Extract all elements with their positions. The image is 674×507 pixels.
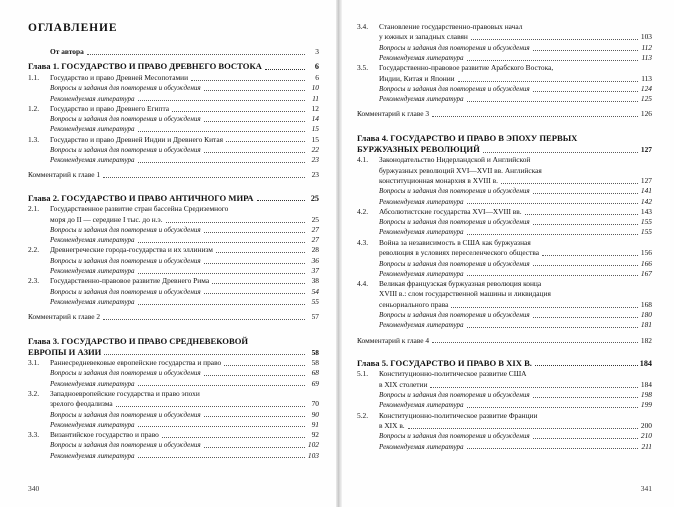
leader-dots (162, 436, 305, 438)
leader-dots (172, 110, 305, 112)
toc-entry[interactable] (357, 207, 652, 217)
toc-commentary[interactable] (357, 336, 652, 346)
toc-label: Византийское государство и право (50, 429, 159, 439)
leader-dots (533, 192, 638, 194)
toc-entry-body (50, 389, 319, 410)
leader-dots (138, 303, 305, 305)
toc-label: От автора (50, 47, 84, 56)
leader-dots (533, 316, 638, 318)
toc-page: 103 (640, 32, 652, 42)
toc-commentary[interactable] (28, 170, 319, 180)
toc-label: Рекомендуемая литература (50, 420, 135, 429)
toc-page: 10 (311, 83, 319, 93)
toc-label: Древнегреческие города-государства и их эллинизм (50, 245, 213, 255)
toc-entry[interactable] (357, 155, 652, 186)
leader-dots (204, 262, 305, 264)
toc-label-cont: Индии, Китая и Японии (379, 73, 455, 83)
toc-label: Рекомендуемая литература (50, 379, 135, 388)
toc-chapter[interactable] (357, 133, 652, 155)
toc-page: 180 (640, 310, 652, 320)
toc-page: 36 (311, 255, 319, 265)
toc-entry-body (379, 369, 652, 390)
toc-page: 211 (641, 441, 652, 451)
toc-page: 168 (640, 299, 652, 309)
leader-dots (257, 199, 305, 201)
toc-subentry[interactable] (28, 440, 319, 450)
toc-page: 166 (640, 258, 652, 268)
leader-dots (166, 221, 305, 223)
toc-page: 184 (639, 358, 652, 368)
toc-entry[interactable] (357, 411, 652, 432)
toc-page: 69 (311, 378, 319, 388)
toc-page: 25 (311, 214, 319, 224)
leader-dots (104, 353, 305, 355)
leader-dots (467, 447, 638, 449)
toc-subentry[interactable] (28, 94, 319, 104)
toc-label: Государство и право Древнего Египта (50, 103, 170, 113)
toc-entry-body (50, 204, 319, 225)
toc-label: Вопросы и задания для повторения и обсуждения (379, 43, 530, 52)
leader-dots (138, 456, 305, 458)
toc-page: 184 (640, 379, 652, 389)
leader-dots (533, 90, 638, 92)
leader-dots (542, 254, 638, 256)
leader-dots (191, 79, 305, 81)
toc-label: Рекомендуемая литература (379, 269, 464, 278)
toc-label: Становление государственно-правовых начал (379, 22, 523, 31)
toc-page: 25 (310, 193, 319, 203)
leader-dots (432, 115, 638, 117)
leader-dots (138, 130, 305, 132)
toc-page: 22 (311, 144, 319, 154)
toc-entry-body (379, 238, 652, 259)
toc-page: 103 (307, 450, 319, 460)
toc-subentry[interactable] (28, 235, 319, 245)
toc-label-cont: революция в условиях переселенческого общества (379, 248, 539, 258)
toc-subentry[interactable] (28, 368, 319, 378)
toc-entry[interactable] (28, 204, 319, 225)
toc-label: Вопросы и задания для повторения и обсуждения (50, 256, 201, 265)
toc-label: Глава 2. ГОСУДАРСТВО И ПРАВО АНТИЧНОГО МИРА (28, 192, 254, 203)
toc-page: 156 (640, 248, 652, 258)
toc-number: 1.1. (28, 72, 40, 82)
toc-subentry[interactable] (357, 431, 652, 441)
toc-label-cont: зрелого феодализма (50, 399, 113, 409)
toc-entry[interactable] (28, 245, 319, 255)
toc-page: 15 (311, 134, 319, 144)
leader-dots (533, 264, 638, 266)
toc-subentry[interactable] (357, 84, 652, 94)
toc-page: 142 (640, 196, 652, 206)
toc-label-cont: БУРЖУАЗНЫХ РЕВОЛЮЦИЙ (357, 144, 480, 155)
toc-page: 181 (640, 320, 652, 330)
toc-chapter[interactable] (28, 61, 319, 73)
toc-label: Государственно-правовое развитие Арабского Востока, (379, 63, 554, 73)
toc-subentry[interactable] (357, 53, 652, 63)
toc-label-cont: моря до II — середине I тыс. до н.э. (50, 214, 163, 224)
toc-label: Рекомендуемая литература (50, 125, 135, 134)
folio-left: 340 (28, 484, 40, 493)
toc-subentry[interactable] (357, 400, 652, 410)
toc-label: Война за независимость в США как буржуазная (379, 237, 531, 247)
toc-entry[interactable] (28, 104, 319, 114)
toc-commentary[interactable] (28, 312, 319, 322)
toc-label: Рекомендуемая литература (379, 321, 464, 330)
toc-label: Глава 1. ГОСУДАРСТВО И ПРАВО ДРЕВНЕГО ВОСТОКА (28, 61, 262, 72)
leader-dots (467, 59, 638, 61)
leader-dots (467, 202, 638, 204)
toc-subentry[interactable] (357, 269, 652, 279)
toc-label: Абсолютистские государства XVI—XVIII вв. (379, 206, 522, 216)
leader-dots (138, 425, 305, 427)
toc-entry[interactable] (28, 358, 319, 368)
toc-label: Вопросы и задания для повторения и обсуждения (379, 259, 530, 268)
toc-label: Вопросы и задания для повторения и обсуждения (50, 410, 201, 419)
leader-dots (432, 341, 638, 343)
toc-subentry[interactable] (357, 197, 652, 207)
toc-page: 11 (312, 93, 319, 103)
leader-dots (467, 326, 638, 328)
toc-label: Вопросы и задания для повторения и обсуждения (50, 441, 201, 450)
toc-number: 4.2. (357, 206, 369, 216)
toc-label: Комментарий к главе 2 (28, 312, 101, 322)
toc-label: Рекомендуемая литература (50, 297, 135, 306)
toc-subentry[interactable] (28, 379, 319, 389)
leader-dots (525, 213, 638, 215)
toc-page: 113 (641, 73, 652, 83)
toc-subentry[interactable] (357, 217, 652, 227)
toc-page: 23 (311, 155, 319, 165)
leader-dots (451, 306, 638, 308)
toc-label: Вопросы и задания для повторения и обсуждения (50, 287, 201, 296)
toc-number: 3.5. (357, 63, 369, 73)
leader-dots (458, 80, 638, 82)
toc-subentry[interactable] (28, 124, 319, 134)
toc-label-cont: буржуазных революций XVI—XVII вв. Английская (379, 165, 542, 175)
toc-label-cont: XVIII в.: слом государственной машины и ликвидация (379, 289, 551, 299)
toc-subentry[interactable] (357, 390, 652, 400)
toc-number: 5.2. (357, 410, 369, 420)
toc-number: 1.3. (28, 134, 40, 144)
leader-dots (138, 161, 305, 163)
toc-page: 92 (311, 429, 319, 439)
toc-label: Вопросы и задания для повторения и обсуждения (379, 85, 530, 94)
toc-entry-body (379, 63, 652, 84)
toc-number: 4.4. (357, 278, 369, 288)
leader-dots (226, 140, 305, 142)
leader-dots (533, 396, 638, 398)
toc-label: Вопросы и задания для повторения и обсуждения (379, 432, 530, 441)
right-page (337, 0, 674, 507)
folio-right: 341 (640, 484, 652, 493)
leader-dots (204, 415, 305, 417)
toc-label: Государственное развитие стран бассейна Средиземного (50, 204, 229, 214)
leader-dots (103, 318, 305, 320)
toc-entry[interactable] (28, 47, 319, 57)
toc-label: Вопросы и задания для повторения и обсуждения (50, 84, 201, 93)
toc-page: 37 (311, 266, 319, 276)
leader-dots (87, 53, 305, 55)
toc-subentry[interactable] (357, 43, 652, 53)
toc-page: 27 (311, 235, 319, 245)
leader-dots (216, 251, 305, 253)
leader-dots (408, 427, 638, 429)
leader-dots (430, 386, 638, 388)
toc-label: Рекомендуемая литература (379, 197, 464, 206)
toc-page: 141 (640, 186, 652, 196)
toc-label: Комментарий к главе 1 (28, 170, 101, 180)
toc-page: 15 (311, 124, 319, 134)
toc-label: Рекомендуемая литература (379, 95, 464, 104)
leader-dots (204, 151, 305, 153)
toc-label: Вопросы и задания для повторения и обсуждения (379, 311, 530, 320)
toc-entry[interactable] (28, 389, 319, 410)
toc-subentry[interactable] (357, 310, 652, 320)
toc-number: 2.1. (28, 204, 40, 214)
toc-subentry[interactable] (28, 451, 319, 461)
toc-label: Вопросы и задания для повторения и обсуждения (379, 218, 530, 227)
leader-dots (204, 374, 305, 376)
toc-entry[interactable] (357, 22, 652, 43)
toc-entry[interactable] (28, 430, 319, 440)
leader-dots (467, 406, 638, 408)
toc-label: Рекомендуемая литература (379, 228, 464, 237)
toc-entry[interactable] (28, 276, 319, 286)
toc-page: 112 (641, 42, 652, 52)
toc-label: Вопросы и задания для повторения и обсуждения (50, 115, 201, 124)
toc-page: 113 (641, 53, 652, 63)
toc-label: Глава 3. ГОСУДАРСТВО И ПРАВО СРЕДНЕВЕКОВОЙ (28, 335, 249, 346)
toc-label: Рекомендуемая литература (50, 94, 135, 103)
toc-page: 57 (311, 312, 319, 322)
toc-label: Великая французская буржуазная революция конца (379, 278, 542, 288)
toc-subentry[interactable] (357, 259, 652, 269)
toc-entry[interactable] (357, 369, 652, 390)
toc-label: Глава 5. ГОСУДАРСТВО И ПРАВО В XIX В. (357, 357, 532, 368)
leader-dots (138, 272, 305, 274)
leader-dots (483, 151, 638, 153)
toc-entry[interactable] (357, 238, 652, 259)
leader-dots (204, 231, 305, 233)
toc-label: Рекомендуемая литература (379, 401, 464, 410)
toc-number: 4.1. (357, 155, 369, 165)
toc-label: Законодательство Нидерландской и Английской (379, 155, 531, 165)
toc-entry[interactable] (28, 135, 319, 145)
toc-page: 182 (640, 335, 652, 345)
toc-page: 124 (640, 84, 652, 94)
leader-dots (138, 99, 305, 101)
toc-page: 58 (311, 347, 319, 357)
toc-label: Рекомендуемая литература (50, 267, 135, 276)
toc-label: Комментарий к главе 3 (357, 109, 430, 119)
toc-page: 58 (311, 357, 319, 367)
toc-page: 143 (640, 206, 652, 216)
toc-page: 199 (640, 400, 652, 410)
leader-dots (467, 233, 638, 235)
leader-dots (533, 49, 638, 51)
toc-page: 23 (311, 170, 319, 180)
toc-label-cont: сеньориального права (379, 299, 449, 309)
toc-page: 167 (640, 268, 652, 278)
toc-page: 68 (311, 368, 319, 378)
toc-subentry[interactable] (28, 114, 319, 124)
toc-page: 125 (640, 94, 652, 104)
toc-page: 14 (311, 114, 319, 124)
toc-page: 28 (311, 245, 319, 255)
toc-number: 3.4. (357, 22, 369, 31)
toc-label: Вопросы и задания для повторения и обсуждения (379, 391, 530, 400)
leader-dots (467, 100, 638, 102)
toc-entry-body (379, 411, 652, 432)
leader-dots (501, 182, 638, 184)
toc-page: 127 (640, 176, 652, 186)
leader-dots (204, 120, 305, 122)
toc-label: Глава 4. ГОСУДАРСТВО И ПРАВО В ЭПОХУ ПЕРВЫХ (357, 132, 578, 143)
leader-dots (533, 437, 638, 439)
toc-number: 3.1. (28, 357, 40, 367)
toc-subentry[interactable] (28, 225, 319, 235)
toc-chapter[interactable] (357, 358, 652, 370)
toc-entry[interactable] (28, 73, 319, 83)
toc-label: Рекомендуемая литература (379, 54, 464, 63)
toc-number: 5.1. (357, 369, 369, 379)
toc-label: Государственно-правовое развитие Древнего Рима (50, 276, 210, 286)
toc-entry[interactable] (357, 279, 652, 310)
toc-label: Вопросы и задания для повторения и обсуждения (379, 187, 530, 196)
toc-page: 210 (640, 431, 652, 441)
toc-label-cont: ЕВРОПЫ И АЗИИ (28, 346, 102, 357)
toc-label: Западноевропейские государства и право эпохи (50, 388, 200, 398)
toc-page: 90 (311, 409, 319, 419)
toc-subentry[interactable] (28, 420, 319, 430)
toc-page: 70 (311, 399, 319, 409)
toc-label: Рекомендуемая литература (50, 156, 135, 165)
toc-number: 1.2. (28, 103, 40, 113)
toc-subentry[interactable] (357, 442, 652, 452)
leader-dots (467, 274, 638, 276)
toc-label: Государство и право Древней Месопотамии (50, 72, 189, 82)
toc-subentry[interactable] (28, 410, 319, 420)
toc-page: 12 (311, 103, 319, 113)
toc-page: 6 (314, 62, 319, 72)
toc-subentry[interactable] (357, 94, 652, 104)
toc-label: Конституционно-политическое развитие США (379, 369, 527, 379)
toc-entry-body (379, 22, 652, 43)
leader-dots (103, 176, 305, 178)
toc-number: 2.3. (28, 276, 40, 286)
toc-chapter[interactable] (28, 336, 319, 358)
toc-subentry[interactable] (28, 266, 319, 276)
toc-label: Рекомендуемая литература (50, 451, 135, 460)
toc-page: 200 (640, 421, 652, 431)
leader-dots (533, 223, 638, 225)
toc-page: 6 (315, 72, 319, 82)
toc-page: 155 (640, 217, 652, 227)
toc-commentary[interactable] (357, 109, 652, 119)
leader-dots (224, 364, 305, 366)
toc-chapter[interactable] (28, 193, 319, 205)
toc-label-cont: в XIX в. (379, 421, 405, 431)
toc-subentry[interactable] (28, 155, 319, 165)
toc-page: 54 (311, 286, 319, 296)
toc-label: Рекомендуемая литература (50, 236, 135, 245)
toc-page: 126 (640, 109, 652, 119)
toc-entry[interactable] (357, 63, 652, 84)
toc-page: 38 (311, 276, 319, 286)
toc-page: 127 (640, 145, 652, 155)
toc-page: 3 (315, 47, 319, 56)
toc-label: Государство и право Древней Индии и Древнего Китая (50, 134, 224, 144)
toc-subentry[interactable] (357, 320, 652, 330)
toc-label-cont: в XIX столетии (379, 379, 428, 389)
toc-entry-body (379, 279, 652, 310)
leader-dots (204, 89, 305, 91)
toc-number: 3.2. (28, 388, 40, 398)
toc-label: Вопросы и задания для повторения и обсуждения (50, 226, 201, 235)
toc-subentry[interactable] (28, 83, 319, 93)
toc-subentry[interactable] (357, 186, 652, 196)
toc-label: Вопросы и задания для повторения и обсуждения (50, 145, 201, 154)
toc-entry-body (379, 155, 652, 186)
toc-subentry[interactable] (28, 145, 319, 155)
toc-label: Раннесредневековые европейские государства и право (50, 357, 222, 367)
toc-page: 91 (311, 419, 319, 429)
leader-dots (204, 446, 305, 448)
toc-page: 155 (640, 227, 652, 237)
page-title: ОГЛАВЛЕНИЕ (28, 22, 118, 34)
leader-dots (212, 282, 305, 284)
toc-label: Рекомендуемая литература (379, 442, 464, 451)
toc-label-cont: у южных и западных славян (379, 32, 468, 42)
leader-dots (116, 405, 305, 407)
toc-page: 102 (307, 440, 319, 450)
leader-dots (471, 38, 638, 40)
leader-dots (204, 292, 305, 294)
leader-dots (138, 241, 305, 243)
toc-number: 2.2. (28, 245, 40, 255)
toc-subentry[interactable] (28, 297, 319, 307)
toc-number: 4.3. (357, 237, 369, 247)
toc-page: 55 (311, 296, 319, 306)
toc-number: 3.3. (28, 429, 40, 439)
toc-label-cont: конституционная монархия в XVIII в. (379, 176, 498, 186)
toc-subentry[interactable] (28, 287, 319, 297)
toc-label: Вопросы и задания для повторения и обсуждения (50, 369, 201, 378)
leader-dots (535, 364, 638, 366)
leader-dots (265, 68, 305, 70)
toc-label: Комментарий к главе 4 (357, 335, 430, 345)
toc-subentry[interactable] (357, 227, 652, 237)
toc-subentry[interactable] (28, 256, 319, 266)
toc-page: 198 (640, 390, 652, 400)
leader-dots (138, 384, 305, 386)
toc-page: 27 (311, 225, 319, 235)
toc-label: Конституционно-политическое развитие Франции (379, 410, 538, 420)
